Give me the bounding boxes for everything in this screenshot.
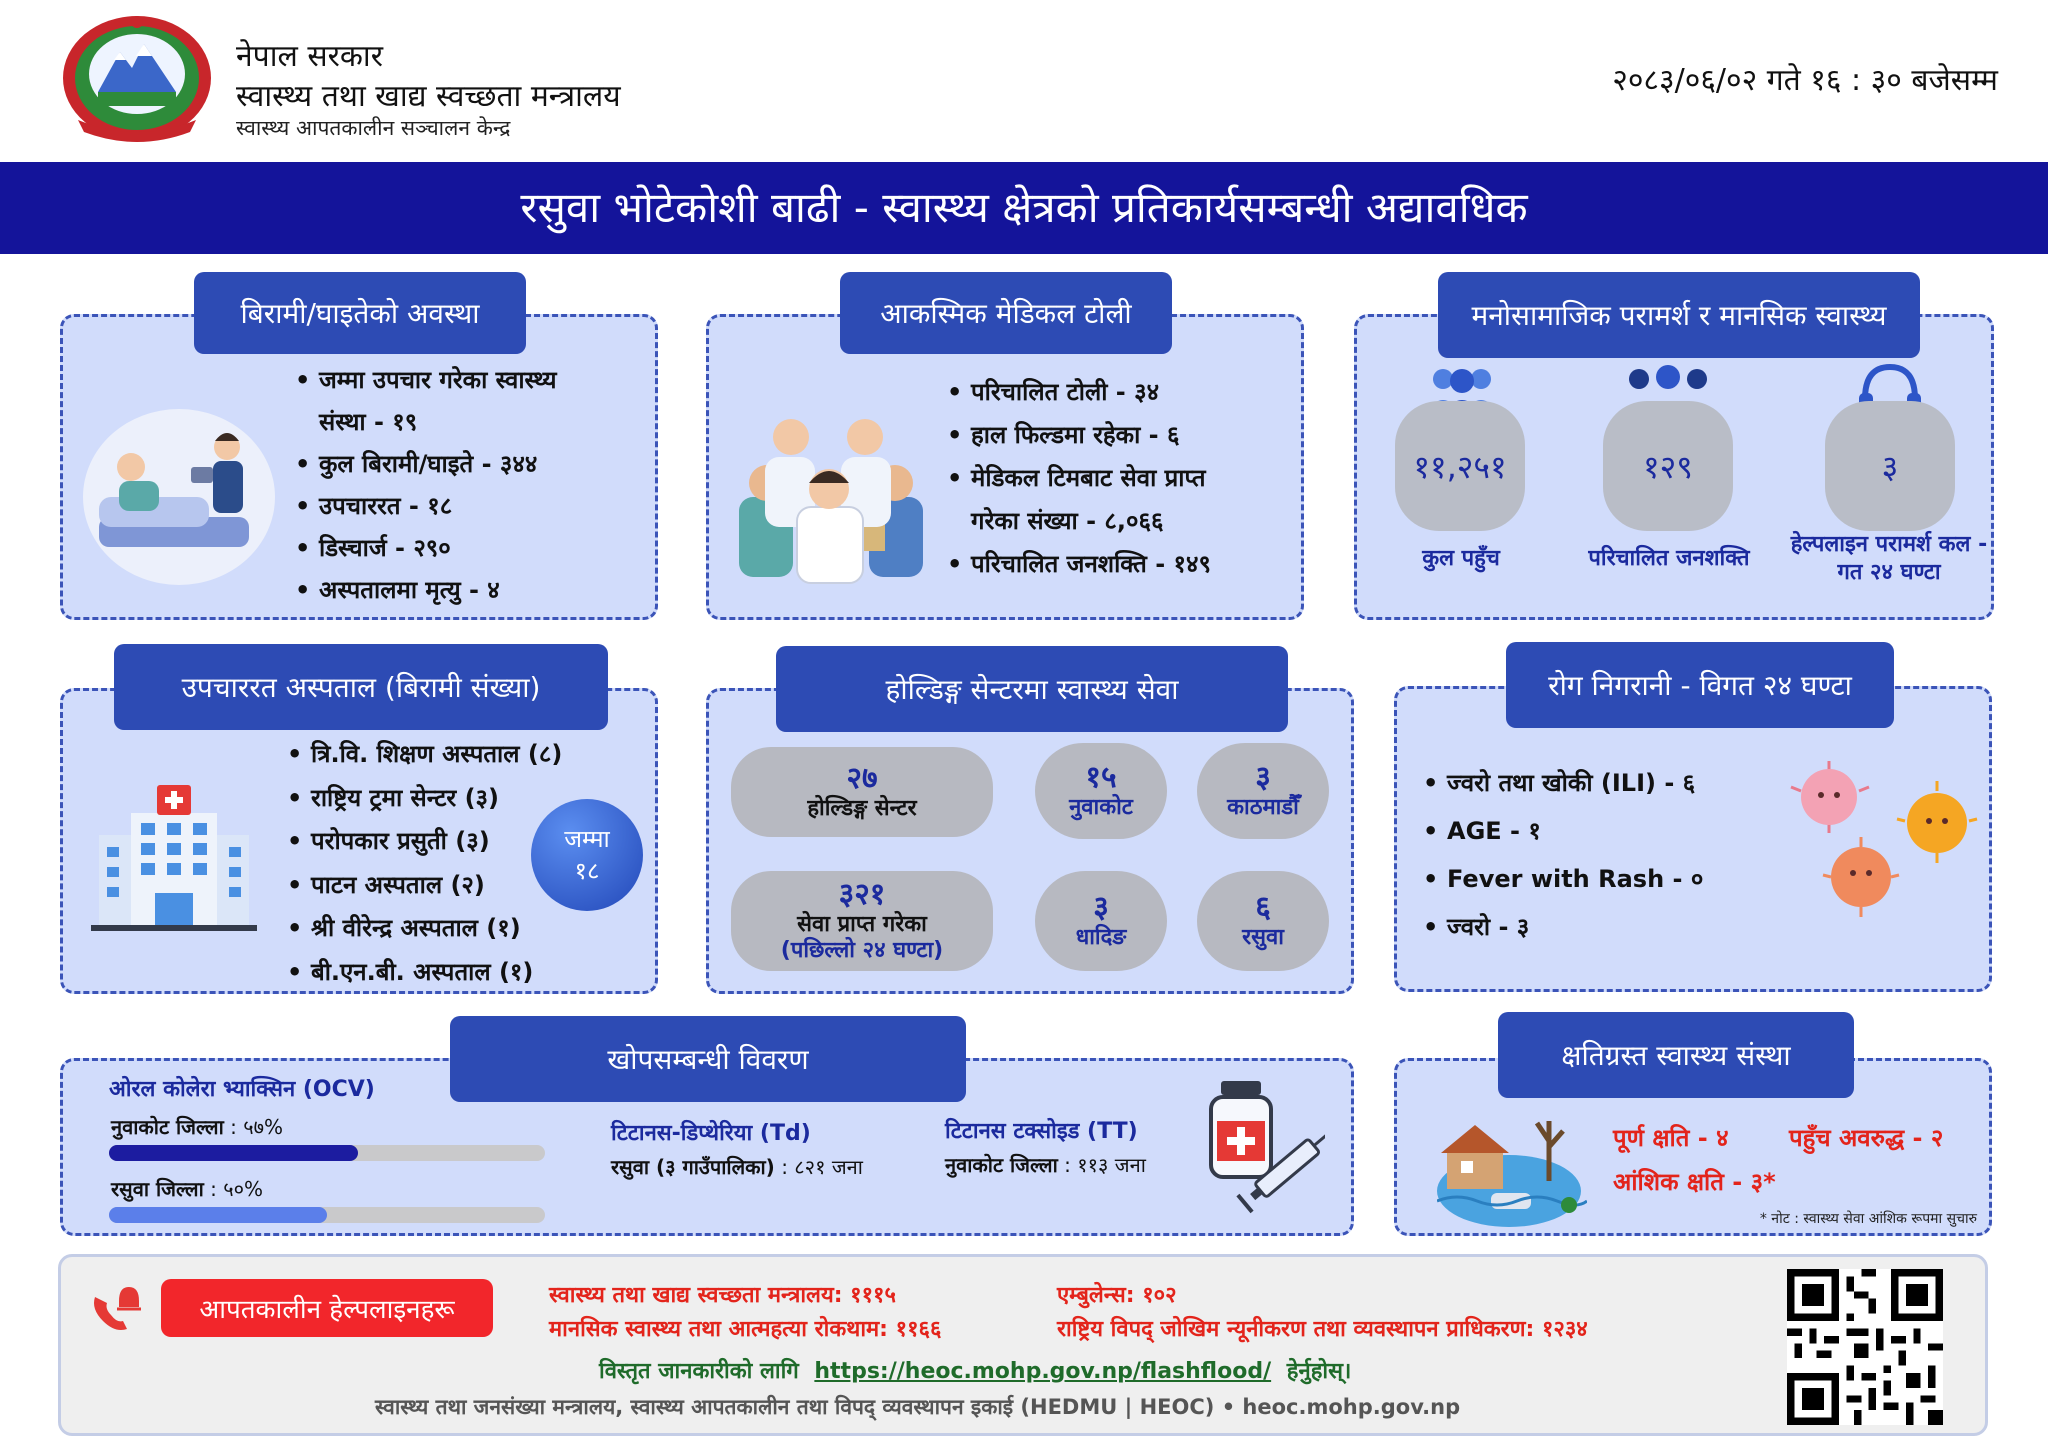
- vaccine-title: खोपसम्बन्धी विवरण: [450, 1016, 966, 1102]
- patients-title: बिरामी/घाइतेको अवस्था: [194, 272, 526, 354]
- hospitals-title: उपचाररत अस्पताल (बिरामी संख्या): [114, 644, 608, 730]
- patients-panel: [60, 314, 658, 620]
- total-label: जम्मा: [564, 825, 610, 853]
- list-item: • AGE - १: [1421, 807, 1781, 855]
- flood-illustration-icon: [1437, 1101, 1587, 1229]
- list-item: • परिचालित टोली - ३४: [945, 371, 1295, 414]
- kathmandu-pill: [1197, 743, 1329, 839]
- list-item: • उपचाररत - १८: [293, 485, 653, 527]
- mobilized-staff-label: परिचालित जनशक्ति: [1588, 546, 1750, 571]
- bar-value: ५०%: [223, 1177, 264, 1201]
- nuwakot-pill: [1035, 743, 1167, 839]
- header: [0, 0, 2048, 162]
- page-title: रसुवा भोटेकोशी बाढी - स्वास्थ्य क्षेत्रको प्रतिकार्यसम्बन्धी अद्यावधिक: [520, 183, 1528, 232]
- list-item: • श्री वीरेन्द्र अस्पताल (१): [285, 907, 585, 951]
- pill-value: २७: [846, 761, 878, 796]
- report-date: २०८३/०६/०२ गते १६ : ३० बजेसम्म: [1612, 63, 1998, 98]
- pill-value: ३: [1255, 760, 1271, 795]
- nuwakot-progress-fill: [109, 1145, 358, 1161]
- list-item: • जम्मा उपचार गरेका स्वास्थ्य: [293, 359, 653, 401]
- info-link[interactable]: https://heoc.mohp.gov.np/flashflood/: [814, 1359, 1272, 1384]
- footer-text: स्वास्थ्य तथा जनसंख्या मन्त्रालय, स्वास्थ्य आपतकालीन तथा विपद् व्यवस्थापन इकाई (HEDMU | HEOC) • heoc.mohp.gov.np: [375, 1395, 1461, 1419]
- pill-sublabel: (पछिल्लो २४ घण्टा): [780, 938, 944, 963]
- list-item: • डिस्चार्ज - २९०: [293, 527, 653, 569]
- medical-team-title: आकस्मिक मेडिकल टोली: [840, 272, 1172, 354]
- helpline-ministry: स्वास्थ्य तथा खाद्य स्वच्छता मन्त्रालय: १११५: [549, 1283, 896, 1308]
- rasuwa-ocv-label: रसुवा जिल्ला : ५०%: [111, 1177, 264, 1201]
- pill-label: काठमाडौँ: [1227, 795, 1299, 820]
- pill-value: ३२१: [838, 877, 886, 912]
- access-blocked: पहुँच अवरुद्ध - २: [1789, 1124, 1944, 1152]
- list-item: • ज्वरो तथा खोकी (ILI) - ६: [1421, 759, 1781, 807]
- list-item: • परिचालित जनशक्ति - १४९: [945, 543, 1295, 586]
- hospital-building-icon: [91, 783, 257, 933]
- pill-value: १५: [1085, 760, 1117, 795]
- list-item: • परोपकार प्रसुती (३): [285, 820, 585, 864]
- list-item: • मेडिकल टिमबाट सेवा प्राप्त: [945, 457, 1295, 500]
- medical-team-illustration-icon: [729, 387, 929, 587]
- medical-team-list: [945, 371, 1295, 586]
- center-name: स्वास्थ्य आपतकालीन सञ्चालन केन्द्र: [236, 116, 511, 140]
- served-pill: [731, 871, 993, 971]
- list-item: • Fever with Rash - ०: [1421, 855, 1781, 903]
- qr-code-icon[interactable]: [1785, 1269, 1945, 1425]
- tt-detail: [945, 1151, 1146, 1178]
- tt-value: : ११३ जना: [1064, 1153, 1146, 1177]
- rasuwa-progress-fill: [109, 1207, 327, 1223]
- emergency-phone-icon: [89, 1283, 143, 1333]
- list-item: गरेका संख्या - ८,०६६: [971, 507, 1164, 535]
- nepal-emblem-icon: [58, 12, 216, 144]
- list-item: • कुल बिरामी/घाइते - ३४४: [293, 443, 653, 485]
- title-banner: [0, 162, 2048, 254]
- pill-label: होल्डिङ्ग सेन्टर: [807, 796, 917, 821]
- helpline-calls-label: हेल्पलाइन परामर्श कल - गत २४ घण्टा: [1790, 532, 1988, 585]
- hospitals-total-badge: [531, 799, 643, 911]
- pill-label: धादिङ: [1075, 925, 1127, 950]
- list-item: • अस्पतालमा मृत्यु - ४: [293, 569, 653, 611]
- td-value: : ८२१ जना: [781, 1155, 863, 1179]
- mental-health-title: मनोसामाजिक परामर्श र मानसिक स्वास्थ्य: [1438, 272, 1920, 358]
- helpline-mental-health: मानसिक स्वास्थ्य तथा आत्महत्या रोकथाम: ११६६: [549, 1317, 942, 1342]
- mental-health-panel: [1354, 314, 1994, 620]
- total-value: १८: [574, 857, 600, 885]
- pill-label: सेवा प्राप्त गरेका: [797, 912, 927, 937]
- damaged-title: क्षतिग्रस्त स्वास्थ्य संस्था: [1498, 1012, 1854, 1098]
- nuwakot-ocv-label: नुवाकोट जिल्ला : ५७%: [111, 1115, 284, 1139]
- helpline-calls-value: ३: [1825, 401, 1955, 531]
- helpline-title: आपतकालीन हेल्पलाइनहरू: [161, 1279, 493, 1337]
- info-line: [599, 1355, 1351, 1385]
- government-name: नेपाल सरकार: [236, 39, 383, 74]
- partial-damage: आंशिक क्षति - ३*: [1613, 1168, 1776, 1196]
- hospitals-panel: [60, 688, 658, 994]
- helpline-panel: [58, 1254, 1988, 1436]
- info-suffix: हेर्नुहोस्।: [1286, 1359, 1352, 1384]
- bar-label: नुवाकोट जिल्ला: [111, 1115, 224, 1139]
- surveillance-panel: [1394, 686, 1992, 992]
- info-prefix: विस्तृत जानकारीको लागि: [599, 1359, 799, 1384]
- list-item: संस्था - १९: [319, 408, 418, 436]
- total-reach-label: कुल पहुँच: [1422, 546, 1500, 571]
- patients-list: [293, 359, 653, 611]
- holding-centers-pill: [731, 747, 993, 837]
- pill-value: ६: [1255, 890, 1271, 925]
- td-title: टिटानस-डिप्थेरिया (Td): [611, 1121, 811, 1146]
- surveillance-title: रोग निगरानी - विगत २४ घण्टा: [1506, 642, 1894, 728]
- vaccine-syringe-icon: [1205, 1077, 1325, 1227]
- medical-team-panel: [706, 314, 1304, 620]
- damage-note: * नोट : स्वास्थ्य सेवा आंशिक रूपमा सुचारु: [1759, 1211, 1977, 1227]
- ocv-title: ओरल कोलेरा भ्याक्सिन (OCV): [109, 1077, 375, 1102]
- nuwakot-progress-track: [109, 1145, 545, 1161]
- dhading-pill: [1035, 871, 1167, 971]
- tt-title: टिटानस टक्साेइड (TT): [945, 1119, 1138, 1144]
- rasuwa-pill: [1197, 871, 1329, 971]
- full-damage: पूर्ण क्षति - ४: [1613, 1124, 1729, 1152]
- rasuwa-progress-track: [109, 1207, 545, 1223]
- pill-label: रसुवा: [1242, 925, 1284, 950]
- total-reach-value: ११,२५१: [1395, 401, 1525, 531]
- patient-bed-illustration-icon: [79, 397, 279, 587]
- td-detail: [611, 1153, 863, 1180]
- tt-place: नुवाकोट जिल्ला: [945, 1153, 1058, 1177]
- bar-label: रसुवा जिल्ला: [111, 1177, 204, 1201]
- holding-title: होल्डिङ्ग सेन्टरमा स्वास्थ्य सेवा: [776, 646, 1288, 732]
- list-item: • पाटन अस्पताल (२): [285, 864, 585, 908]
- ministry-name: स्वास्थ्य तथा खाद्य स्वच्छता मन्त्रालय: [236, 79, 621, 114]
- pill-label: नुवाकोट: [1069, 795, 1133, 820]
- surveillance-list: [1421, 759, 1781, 951]
- helpline-ndrrma: राष्ट्रिय विपद् जोखिम न्यूनीकरण तथा व्यवस्थापन प्राधिकरण: १२३४: [1057, 1317, 1588, 1342]
- td-place: रसुवा (३ गाउँपालिका): [611, 1155, 775, 1179]
- pill-value: ३: [1093, 890, 1109, 925]
- mobilized-staff-value: १२९: [1603, 401, 1733, 531]
- list-item: • हाल फिल्डमा रहेका - ६: [945, 414, 1295, 457]
- virus-illustration-icon: [1779, 751, 1979, 931]
- list-item: • त्रि.वि. शिक्षण अस्पताल (८): [285, 733, 585, 777]
- bar-value: ५७%: [243, 1115, 284, 1139]
- holding-panel: [706, 688, 1354, 994]
- list-item: • ज्वरो - ३: [1421, 903, 1781, 951]
- helpline-ambulance: एम्बुलेन्स: १०२: [1057, 1283, 1177, 1308]
- list-item: • बी.एन.बी. अस्पताल (१): [285, 951, 585, 995]
- list-item: • राष्ट्रिय ट्रमा सेन्टर (३): [285, 777, 585, 821]
